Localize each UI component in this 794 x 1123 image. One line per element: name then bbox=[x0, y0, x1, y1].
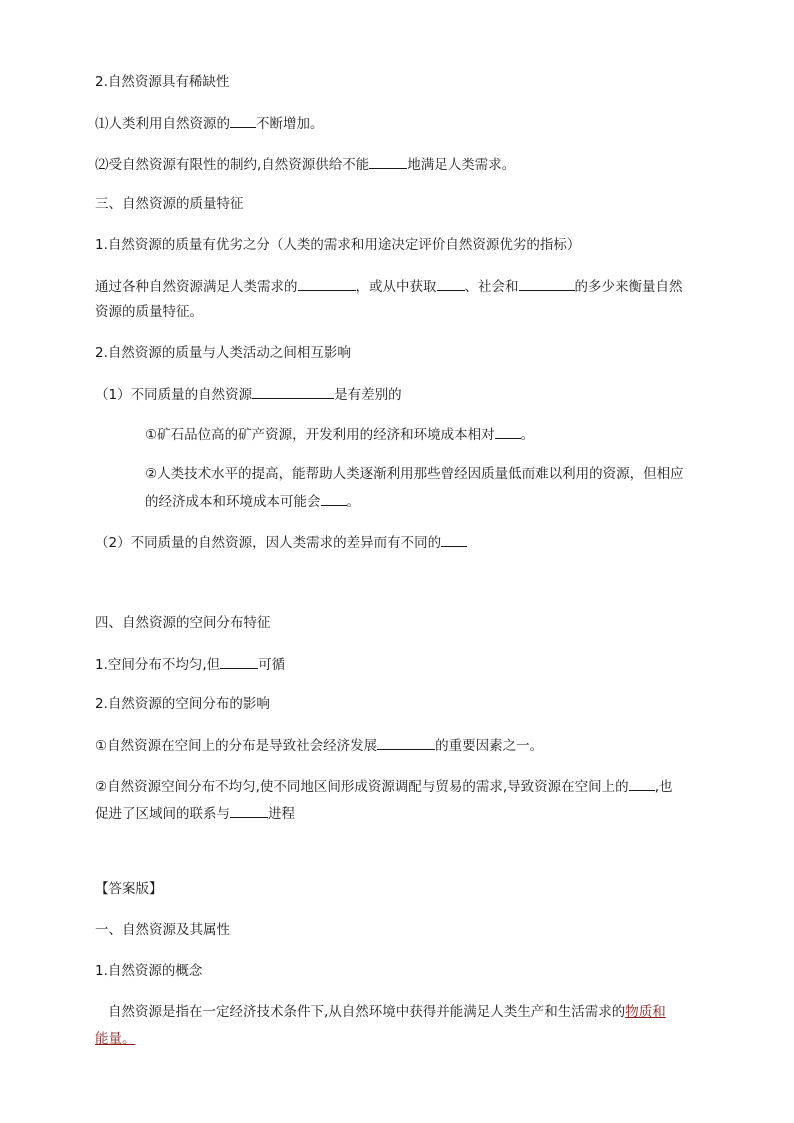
question-line bbox=[95, 154, 515, 175]
text: （1）不同质量的自然资源 bbox=[95, 387, 253, 403]
answer-text: 物质和 bbox=[625, 1004, 666, 1020]
text: 的多少来衡量自然 bbox=[574, 279, 683, 295]
text: 。 bbox=[520, 427, 535, 443]
question-line: 资源的质量特征。 bbox=[95, 304, 203, 320]
text: ⑵受自然资源有限性的制约,自然资源供给不能 bbox=[95, 157, 370, 173]
fill-blank[interactable] bbox=[298, 276, 356, 291]
text: ⑴人类利用自然资源的 bbox=[95, 116, 230, 132]
fill-blank[interactable] bbox=[369, 154, 407, 169]
question-line bbox=[95, 113, 324, 134]
text: ①矿石品位高的矿产资源，开发利用的经济和环境成本相对 bbox=[145, 427, 495, 443]
subsection-heading: 2.自然资源的质量与人类活动之间相互影响 bbox=[95, 345, 351, 361]
text: 进程 bbox=[268, 806, 295, 822]
text: 可循 bbox=[258, 657, 286, 673]
answer-version-heading: 【答案版】 bbox=[95, 881, 163, 897]
subsection-heading: 1.自然资源的概念 bbox=[95, 963, 203, 979]
text: 地满足人类需求。 bbox=[407, 157, 516, 173]
subsection-heading: 1.自然资源的质量有优劣之分（人类的需求和用途决定评价自然资源优劣的指标） bbox=[95, 237, 581, 253]
fill-blank[interactable] bbox=[220, 654, 258, 669]
answer-text: 能量。 bbox=[95, 1031, 136, 1047]
text: ①自然资源在空间上的分布是导致社会经济发展 bbox=[95, 738, 378, 754]
subsection-heading: 2.自然资源的空间分布的影响 bbox=[95, 696, 270, 712]
question-line bbox=[95, 532, 467, 553]
text: （2）不同质量的自然资源，因人类需求的差异而有不同的 bbox=[95, 535, 442, 551]
question-line bbox=[95, 384, 402, 405]
text: 、社会和 bbox=[464, 279, 519, 295]
text: 是有差别的 bbox=[334, 387, 402, 403]
question-line bbox=[95, 776, 672, 797]
question-line bbox=[95, 803, 295, 824]
question-line bbox=[95, 276, 683, 297]
text: 促进了区域间的联系与 bbox=[95, 806, 230, 822]
fill-blank[interactable] bbox=[321, 491, 347, 506]
text: 的经济成本和环境成本可能会 bbox=[145, 494, 321, 510]
answer-line bbox=[108, 1002, 666, 1022]
question-line: ②人类技术水平的提高，能帮助人类逐渐利用那些曾经因质量低而难以利用的资源，但相应 bbox=[145, 466, 684, 482]
fill-blank[interactable] bbox=[230, 113, 256, 128]
fill-blank[interactable] bbox=[495, 424, 521, 439]
text: 。 bbox=[346, 494, 360, 510]
question-line bbox=[145, 424, 534, 445]
fill-blank[interactable] bbox=[230, 803, 268, 818]
text: 1.空间分布不均匀,但 bbox=[95, 657, 221, 673]
question-line bbox=[145, 491, 360, 512]
text: 的重要因素之一。 bbox=[435, 738, 544, 754]
text: 不断增加。 bbox=[256, 116, 324, 132]
answer-line bbox=[95, 1029, 136, 1049]
text: 自然资源是指在一定经济技术条件下,从自然环境中获得并能满足人类生产和生活需求的 bbox=[108, 1004, 626, 1020]
question-line bbox=[95, 735, 543, 756]
section-heading: 2.自然资源具有稀缺性 bbox=[95, 74, 230, 90]
fill-blank[interactable] bbox=[519, 276, 575, 291]
section-heading: 四、自然资源的空间分布特征 bbox=[95, 615, 271, 631]
text: ②自然资源空间分布不均匀,使不同地区间形成资源调配与贸易的需求,导致资源在空间上的 bbox=[95, 779, 629, 795]
fill-blank[interactable] bbox=[437, 276, 465, 291]
fill-blank[interactable] bbox=[441, 532, 467, 547]
text: 通过各种自然资源满足人类需求的 bbox=[95, 279, 298, 295]
section-heading: 三、自然资源的质量特征 bbox=[95, 196, 244, 212]
section-heading: 一、自然资源及其属性 bbox=[95, 922, 230, 938]
fill-blank[interactable] bbox=[377, 735, 435, 750]
fill-blank[interactable] bbox=[252, 384, 334, 399]
question-line bbox=[95, 654, 285, 675]
text: ，或从中获取 bbox=[355, 279, 437, 295]
text: ,也 bbox=[654, 779, 673, 795]
fill-blank[interactable] bbox=[629, 776, 655, 791]
